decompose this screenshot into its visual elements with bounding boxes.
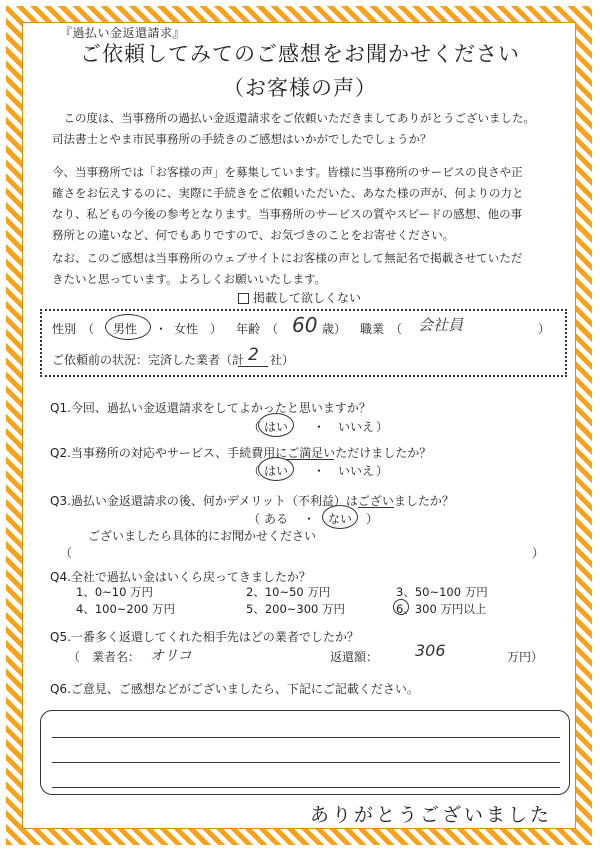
job-close: ） xyxy=(538,322,551,336)
q3-follow-up: ございましたら具体的にお聞かせください xyxy=(88,529,317,543)
q6-ruled-line-1 xyxy=(52,737,560,738)
q2-question: Q2.当事務所の対応やサービス、手続費用にご満足いただけましたか？ xyxy=(50,446,432,460)
male-selected-mark xyxy=(105,314,151,340)
q6-ruled-line-2 xyxy=(52,762,560,763)
q3-close-paren: ） xyxy=(366,512,379,526)
page-subtitle: （お客様の声） xyxy=(223,76,377,100)
age-unit: 歳） xyxy=(322,322,347,336)
q1-no-option[interactable]: いいえ xyxy=(338,420,375,434)
intro-paragraph-3 xyxy=(52,248,572,290)
q2-open-paren: （ xyxy=(248,464,261,478)
q1-yes-option[interactable]: はい xyxy=(264,420,289,434)
q3-detail-field[interactable] xyxy=(80,540,520,562)
intro-line: 今、当事務所では「お客様の声」を募集しています。皆様に当事務所のサービスの良さや正 xyxy=(52,165,523,179)
status-label: ご依頼前の状況：完済した業者（計 xyxy=(52,353,245,367)
status-value[interactable]: 2 xyxy=(248,345,259,365)
gender-male-option[interactable]: 男性 xyxy=(113,322,138,336)
q2-no-option[interactable]: いいえ xyxy=(338,464,375,478)
q3-underline xyxy=(358,507,394,508)
q1-open-paren: （ xyxy=(248,420,261,434)
intro-line: きたいと思っています。よろしくお願いいたします。 xyxy=(52,272,327,286)
q2-underline xyxy=(286,459,334,460)
q5-company-label: （ 業者名： xyxy=(68,650,141,664)
q4-option-4[interactable]: 4、100~200 万円 xyxy=(76,602,176,616)
q6-question: Q6.ご意見、ご感想などがございましたら、下記にご記載ください。 xyxy=(50,682,419,696)
q3-open-paren: （ xyxy=(248,512,261,526)
status-underline xyxy=(238,366,268,367)
gender-female-option[interactable]: 女性 ） xyxy=(174,322,223,336)
q3-separator: ・ xyxy=(303,512,316,526)
q3-detail-close: ） xyxy=(532,546,545,560)
q5-question: Q5.一番多く返還してくれた相手先はどの業者でしたか？ xyxy=(50,630,359,644)
q5-amount-value[interactable]: 306 xyxy=(415,641,446,660)
publish-optout-checkbox[interactable] xyxy=(238,293,249,304)
intro-line: なお、このご感想は当事務所のウェブサイトにお客様の声として無記名で掲載させていただ xyxy=(52,251,523,265)
q2-close-paren: ） xyxy=(376,464,389,478)
q2-yes-selected-mark xyxy=(258,457,294,481)
page-title: ご依頼してみてのご感想をお聞かせください xyxy=(80,42,520,66)
document-tag: 『過払い金返還請求』 xyxy=(60,26,186,40)
intro-paragraph-1 xyxy=(52,108,572,150)
q3-detail-open: （ xyxy=(60,546,73,560)
publish-optout[interactable] xyxy=(238,289,361,306)
job-value[interactable]: 会社員 xyxy=(418,316,464,334)
q2-yes-option[interactable]: はい xyxy=(264,464,289,478)
q4-option-5[interactable]: 5、200~300 万円 xyxy=(246,602,346,616)
q1-close-paren: ） xyxy=(376,420,389,434)
intro-line: 司法書士とやま市民事務所の手続きのご感想はいかがでしたでしょうか？ xyxy=(52,132,432,146)
q5-company-value[interactable]: オリコ xyxy=(150,648,192,664)
intro-line: 確さをお伝えするのに、実際に手続きをご依頼いただいた、あなた様の声が、何よりの力と xyxy=(52,186,524,200)
q6-comment-box[interactable] xyxy=(40,710,570,795)
thank-you-message: ありがとうございました xyxy=(309,804,552,826)
q4-option-3[interactable]: 3、50~100 万円 xyxy=(396,585,488,599)
q3-no-selected-mark xyxy=(322,505,358,529)
q4-question: Q4.全社で過払い金はいくら戻ってきましたか？ xyxy=(50,570,311,584)
q2-separator: ・ xyxy=(313,464,326,478)
intro-line: なり、私どもの今後の参考となります。当事務所のサービスの質やスピードの感想、他の事 xyxy=(52,207,523,221)
q1-question: Q1.今回、過払い金返還請求をしてよかったと思いますか？ xyxy=(50,401,371,415)
q6-ruled-line-3 xyxy=(52,787,560,788)
q4-option-6[interactable]: 6、300 万円以上 xyxy=(396,602,487,616)
gender-label: 性別 （ xyxy=(52,322,95,336)
q3-question: Q3.過払い金返還請求の後、何かデメリット（不利益）はございましたか？ xyxy=(50,494,454,508)
status-unit: 社） xyxy=(270,353,295,367)
q3-no-option[interactable]: ない xyxy=(328,512,353,526)
q4-option-1[interactable]: 1、0~10 万円 xyxy=(76,585,154,599)
q3-yes-option[interactable]: ある xyxy=(264,512,289,526)
age-value[interactable]: 60 xyxy=(292,313,318,337)
q4-option-6-selected-mark xyxy=(393,599,409,615)
intro-line: 務所との違いなど、何でもありですので、お気づきのことをお寄せください。 xyxy=(52,228,455,242)
intro-line: この度は、当事務所の過払い金返還請求をご依頼いただきましてありがとうございました。 xyxy=(52,111,535,125)
q1-separator: ・ xyxy=(313,420,326,434)
publish-optout-label: 掲載して欲しくない xyxy=(253,291,362,305)
age-label: 年齢 （ xyxy=(236,322,279,336)
q1-yes-selected-mark xyxy=(258,413,294,437)
q5-amount-label: 返還額： xyxy=(330,650,379,664)
q5-amount-unit: 万円） xyxy=(507,650,544,664)
gender-separator: ・ xyxy=(155,322,168,336)
q4-option-2[interactable]: 2、10~50 万円 xyxy=(246,585,331,599)
job-label: 職業 （ xyxy=(360,322,403,336)
intro-paragraph-2 xyxy=(52,162,572,246)
